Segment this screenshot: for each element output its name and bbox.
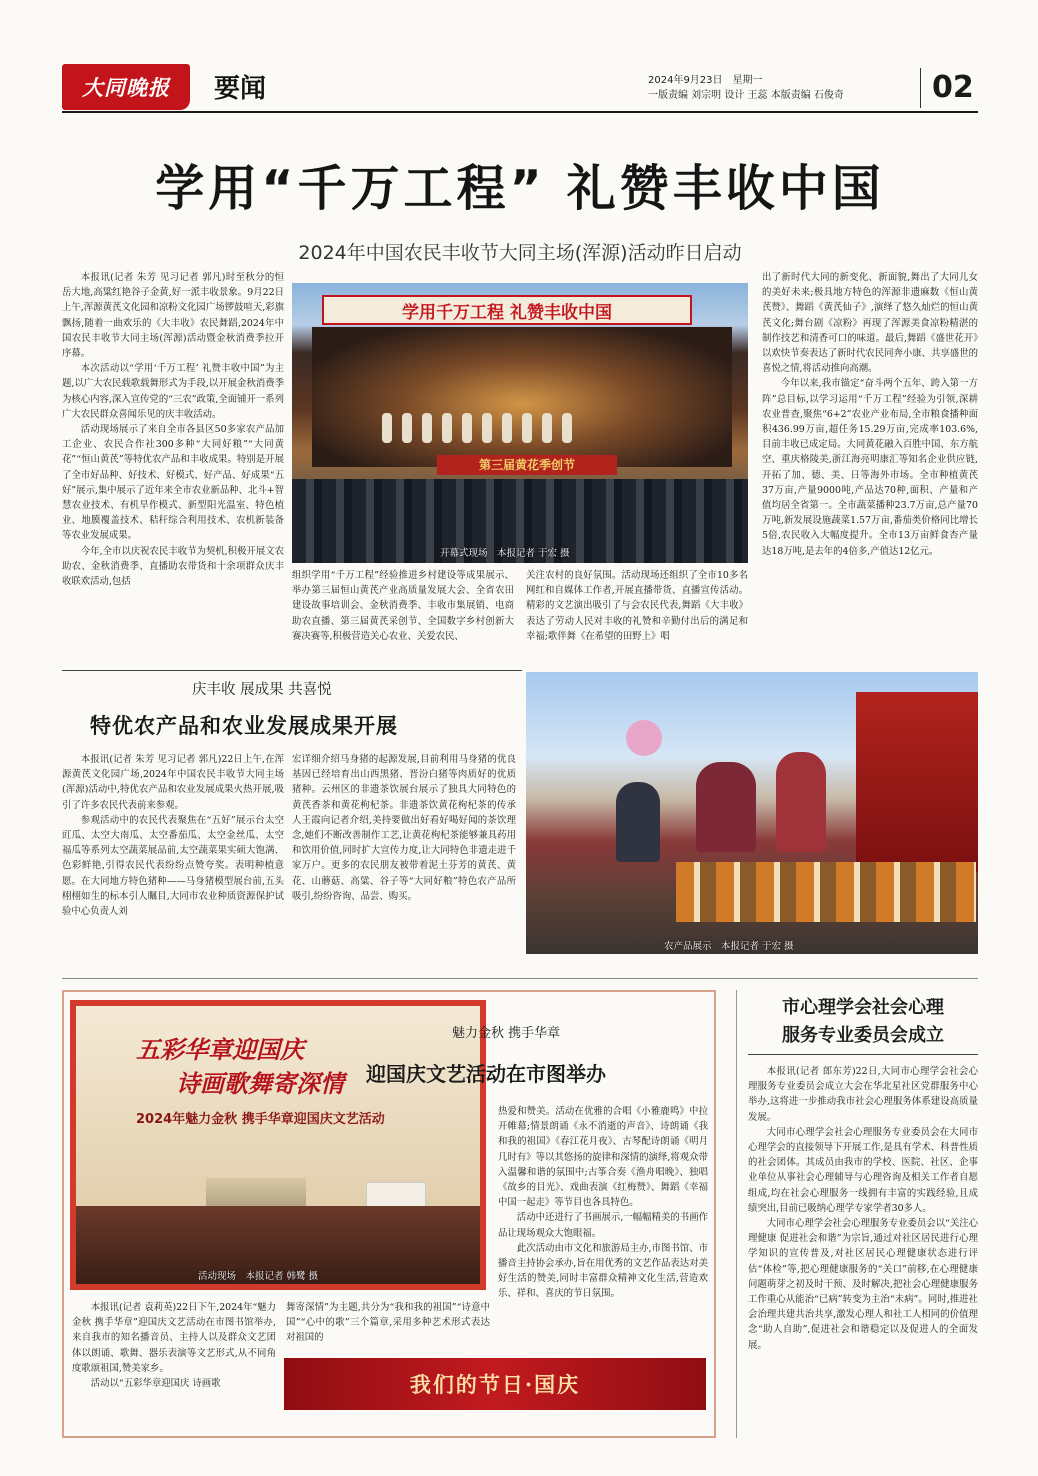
story3-title: 迎国庆文艺活动在市图举办 <box>366 1062 606 1086</box>
divider <box>736 990 737 1438</box>
story3-column-2 <box>286 1300 490 1346</box>
story2-kicker: 庆丰收 展成果 共喜悦 <box>192 682 332 698</box>
stage-screen <box>312 327 732 467</box>
story2-title: 特优农产品和农业发展成果开展 <box>90 714 398 738</box>
paragraph: 活动以“五彩华章迎国庆 诗画歌 <box>90 1378 221 1390</box>
paragraph: 本次活动以“学用‘千万工程’ 礼赞丰收中国”为主题,以广大农民载歌载舞形式为手段,以开展金秋消费季为核心内容,深入宣传党的“三农”政策,全面铺开一系列广大农民群众喜闻乐见的庆丰收活动。 <box>62 363 284 420</box>
paragraph: 今年以来,我市锚定“奋斗两个五年、跨入第一方阵”总目标,以学习运用“千万工程”经验为引领,深耕农业普查,聚焦“6+2”农业产业布局,全市粮食播种面积436.99万亩,超任务15.29万亩,完成率103.6%,目前丰收已成定局。大同黄花融入百胜中国、东方航空、重庆格陵美,浙江海亮明康汇等知名企业供应链,开拓了加、德、美、日等海外市场。全市种植黄芪37万亩,产量9000吨,产品达70种,面积、产量和产值均居全省第一。全市蔬菜播种23.7万亩,总产量70万吨,新发展设施蔬菜1.57万亩,番茄类价格同比增长5倍,农民收入大幅度提升。全市13万亩鲜食杏产量达18万吨,是去年的4倍多,产值达12亿元。 <box>762 378 978 557</box>
paragraph: 参观活动中的农民代表聚焦在“五好”展示台太空豇瓜、太空大南瓜、太空番茄瓜、太空金丝瓜、太空福瓜等系列太空蔬菜展品前,太空蔬菜果实硕大饱满、色彩鲜艳,引得农民代表纷纷点赞夸奖。表明种植意愿。在大同地方特色猪种——马身猪模型展台前,五头栩栩如生的标本引人瞩目,大同市农业种质资源保护试验中心负责人刘 <box>62 814 284 918</box>
paragraph: 热爱和赞美。活动在优雅的合唱《小雅鹿鸣》中拉开帷幕;情景朗诵《永不消逝的声音》、诗朗诵《我和我的祖国》《春江花月夜》、古琴配诗朗诵《明月几时有》等以其悠扬的旋律和深情的演绎,将观众带入温馨和谐的氛围中;古筝合奏《渔舟唱晚》、独唱《故乡的目光》、戏曲表演《红梅赞》、舞蹈《幸福中国一起走》等节目也各具特色。 <box>498 1106 708 1209</box>
holiday-banner: 我们的节日·国庆 <box>284 1358 706 1410</box>
paragraph: 活动中还进行了书画展示,一幅幅精美的书画作品让现场观众大饱眼福。 <box>498 1212 708 1239</box>
header-divider <box>920 68 921 108</box>
product-table <box>676 862 976 922</box>
paragraph: 本报讯(记者 郎东芳)22日,大同市心理学会社会心理服务专业委员会成立大会在华北星社区党群服务中心举办,这将进一步推动我市社会心理服务体系建设高质量发展。 <box>748 1066 978 1123</box>
newspaper-logo: 大同晚报 <box>62 64 190 110</box>
paragraph: 活动现场展示了来自全市各县区50多家农产品加工企业、农民合作社300多种“大同好粮”“大同黄花”“恒山黄芪”等特优农产品和丰收成果。特别是开展了全市好品种、好技术、好模式、好产品、好成果“五好”展示,集中展示了近年来全市农业新品种、北斗+智慧农业技术、有机旱作模式、新型阳光温室、特色植业、地膜覆盖技术、秸秆综合利用技术、农机新装备等农业发展成果。 <box>62 424 284 542</box>
title-line: 服务专业委员会成立 <box>782 1025 944 1046</box>
story2-column-1 <box>62 752 284 919</box>
paragraph: 今年,全市以庆祝农民丰收节为契机,积极开展文农助农、金秋消费季、直播助农带货和十余项群众庆丰收联欢活动,包括 <box>62 545 284 588</box>
section-name: 要闻 <box>214 74 267 104</box>
story3-column-3 <box>498 1104 708 1302</box>
header-info <box>648 73 844 103</box>
story3-kicker: 魅力金秋 携手华章 <box>452 1026 561 1041</box>
page-number: 02 <box>932 70 974 105</box>
balloon <box>626 720 662 756</box>
story4-title <box>748 994 978 1050</box>
photo-banner: 学用千万工程 礼赞丰收中国 <box>322 295 692 325</box>
story2-photo <box>526 672 978 954</box>
stall <box>856 692 978 872</box>
lead-column-4 <box>762 270 978 559</box>
story4-body <box>748 1064 978 1353</box>
board-line2: 诗画歌舞寄深情 <box>176 1069 344 1098</box>
paragraph: 大同市心理学会社会心理服务专业委员会在大同市心理学会的直接领导下开展工作,是具有学术、科普性质的社会团体。其成员由我市的学校、医院、社区、企事业单位从事社会心理辅导与心理咨询及相关工作者自愿组成,均在社会心理服务一线拥有丰富的实践经验,且成绩突出,目前已吸纳心理学专家学者30多人。 <box>748 1126 978 1214</box>
divider <box>62 978 978 979</box>
paragraph: 本报讯(记者 袁莉英)22日下午,2024年“魅力金秋 携手华章”迎国庆文艺活动在市图书馆举办,来自我市的知名播音员、主持人以及群众文艺团体以朗诵、歌舞、器乐表演等文艺形式,从不同角度歌颂祖国,赞美家乡。 <box>72 1302 276 1374</box>
paragraph: 本报讯(记者 朱芳 见习记者 郭凡)22日上午,在浑源黄芪文化园广场,2024年中国农民丰收节大同主场(浑源)活动中,特优农产品和农业发展成果火热开展,吸引了许多农民代表前来参观。 <box>62 754 284 811</box>
lead-subhead: 2024年中国农民丰收节大同主场(浑源)活动昨日启动 <box>298 242 742 264</box>
paragraph: 宏详细介绍马身猪的起源发展,目前利用马身猪的优良基因已经培育出山西黑猪、晋汾白猪等肉质好的优质猪种。云州区的非遗茶饮展台展示了独具大同特色的黄芪香茶和黄花枸杞茶。非遗茶饮黄花枸杞茶的传承人王霞向记者介绍,美持要做出好看好喝好闻的茶饮理念,她们不断改善制作工艺,让黄花枸杞茶能够兼具药用和饮用价值,同时扩大宣传力度,让大同特色非遗走进千家万户。更多的农民朋友被带着泥土芬芳的黄芪、黄花、山蘑菇、高粱、谷子等“大同好粮”特色农产品所吸引,纷纷咨询、品尝、购买。 <box>292 754 516 902</box>
paragraph: 关注农村的良好氛围。活动现场还组织了全市10多名网红和自媒体工作者,开展直播带货、直播宣传活动。精彩的文艺演出吸引了与会农民代表,舞蹈《大丰收》表达了劳动人民对丰收的礼赞和辛勤付出后的满足和幸福;歌伴舞《在希望的田野上》唱 <box>526 570 748 642</box>
photo-caption: 开幕式现场 本报记者 于宏 摄 <box>440 548 570 559</box>
visitor <box>616 782 660 862</box>
board-line1: 五彩华章迎国庆 <box>136 1035 304 1064</box>
photo-caption: 农产品展示 本报记者 于宏 摄 <box>664 941 794 952</box>
story3-column-1 <box>72 1300 276 1391</box>
paragraph: 此次活动由市文化和旅游局主办,市图书馆、市播音主持协会承办,旨在用优秀的文艺作品表达对美好生活的赞美,同时丰富群众精神文化生活,营造欢乐、祥和、喜庆的节日氛围。 <box>498 1242 708 1300</box>
divider <box>748 1054 978 1055</box>
board-line3: 2024年魅力金秋 携手华章迎国庆文艺活动 <box>136 1112 385 1127</box>
issue-date: 2024年9月23日 星期一 <box>648 75 763 86</box>
lead-headline: 学用“千万工程” 礼赞丰收中国 <box>155 160 885 217</box>
editor-credits: 一版责编 刘宗明 设计 王蕊 本版责编 石俊奇 <box>648 90 844 101</box>
visitor <box>696 762 756 852</box>
stage-sign: 第三届黄花季创节 <box>437 455 617 475</box>
paragraph: 出了新时代大同的新变化、新面貌,舞出了大同儿女的美好未来;极具地方特色的浑源非遗麻数《恒山黄芪赞》、舞蹈《黄芪仙子》,演绎了悠久灿烂的恒山黄芪文化;舞台剧《凉粉》再现了浑源美食凉粉精湛的制作技艺和清香可口的味道。最后,舞蹈《盛世花开》以欢快节奏表达了新时代农民同奔小康、共享盛世的喜悦之情,将活动推向高潮。 <box>762 272 978 375</box>
title-line: 市心理学会社会心理 <box>782 997 944 1018</box>
lead-column-1 <box>62 270 284 589</box>
paragraph: 组织学用“千万工程”经验推进乡村建设等成果展示、举办第三届恒山黄芪产业高质量发展大会、全省农田建设故事培训会、金秋消费季、丰收市集展销、电商助农直播、第三届黄芪采创节、全国数字乡村创新大赛决赛等,积极营造关心农业、关爱农民、 <box>292 570 514 642</box>
paragraph: 舞寄深情”为主题,共分为“我和我的祖国”“诗意中国”“心中的歌”三个篇章,采用多种艺术形式表达对祖国的 <box>286 1302 490 1344</box>
lead-column-2 <box>292 568 514 644</box>
lead-column-3 <box>526 568 748 644</box>
lead-photo <box>292 283 748 563</box>
story3-photo <box>70 1000 486 1290</box>
header-rule <box>62 111 978 113</box>
story2-column-2 <box>292 752 516 904</box>
paragraph: 大同市心理学会社会心理服务专业委员会以“关注心理健康 促进社会和谐”为宗旨,通过对社区居民进行心理学知识的宣传普及,对社区居民心理健康状态进行评估“体检”等,把心理健康服务的“关口”前移,在心理健康问题萌芽之初及时干预、及时解决,把社会心理健康服务工作重心从能治“已病”转变为主治“未病”。同时,推进社会治理共建共治共享,激发心理人和社工人相同的价值理念“助人自助”,促进社会和谐稳定以及促进人的全面发展。 <box>748 1218 978 1351</box>
divider <box>62 670 522 671</box>
visitor <box>776 752 826 852</box>
photo-caption: 活动现场 本报记者 韩鹭 摄 <box>198 1271 319 1282</box>
dancers <box>382 413 592 443</box>
paragraph: 本报讯(记者 朱芳 见习记者 郭凡)时至秋分的恒岳大地,高粱红艳谷子金黄,好一派丰收景象。9月22日上午,浑源黄芪文化园和凉粉文化园广场锣鼓喧天,彩旗飘扬,随着一曲欢乐的《大丰收》农民舞蹈,2024年中国农民丰收节大同主场(浑源)活动暨金秋消费季拉开序幕。 <box>62 272 284 360</box>
